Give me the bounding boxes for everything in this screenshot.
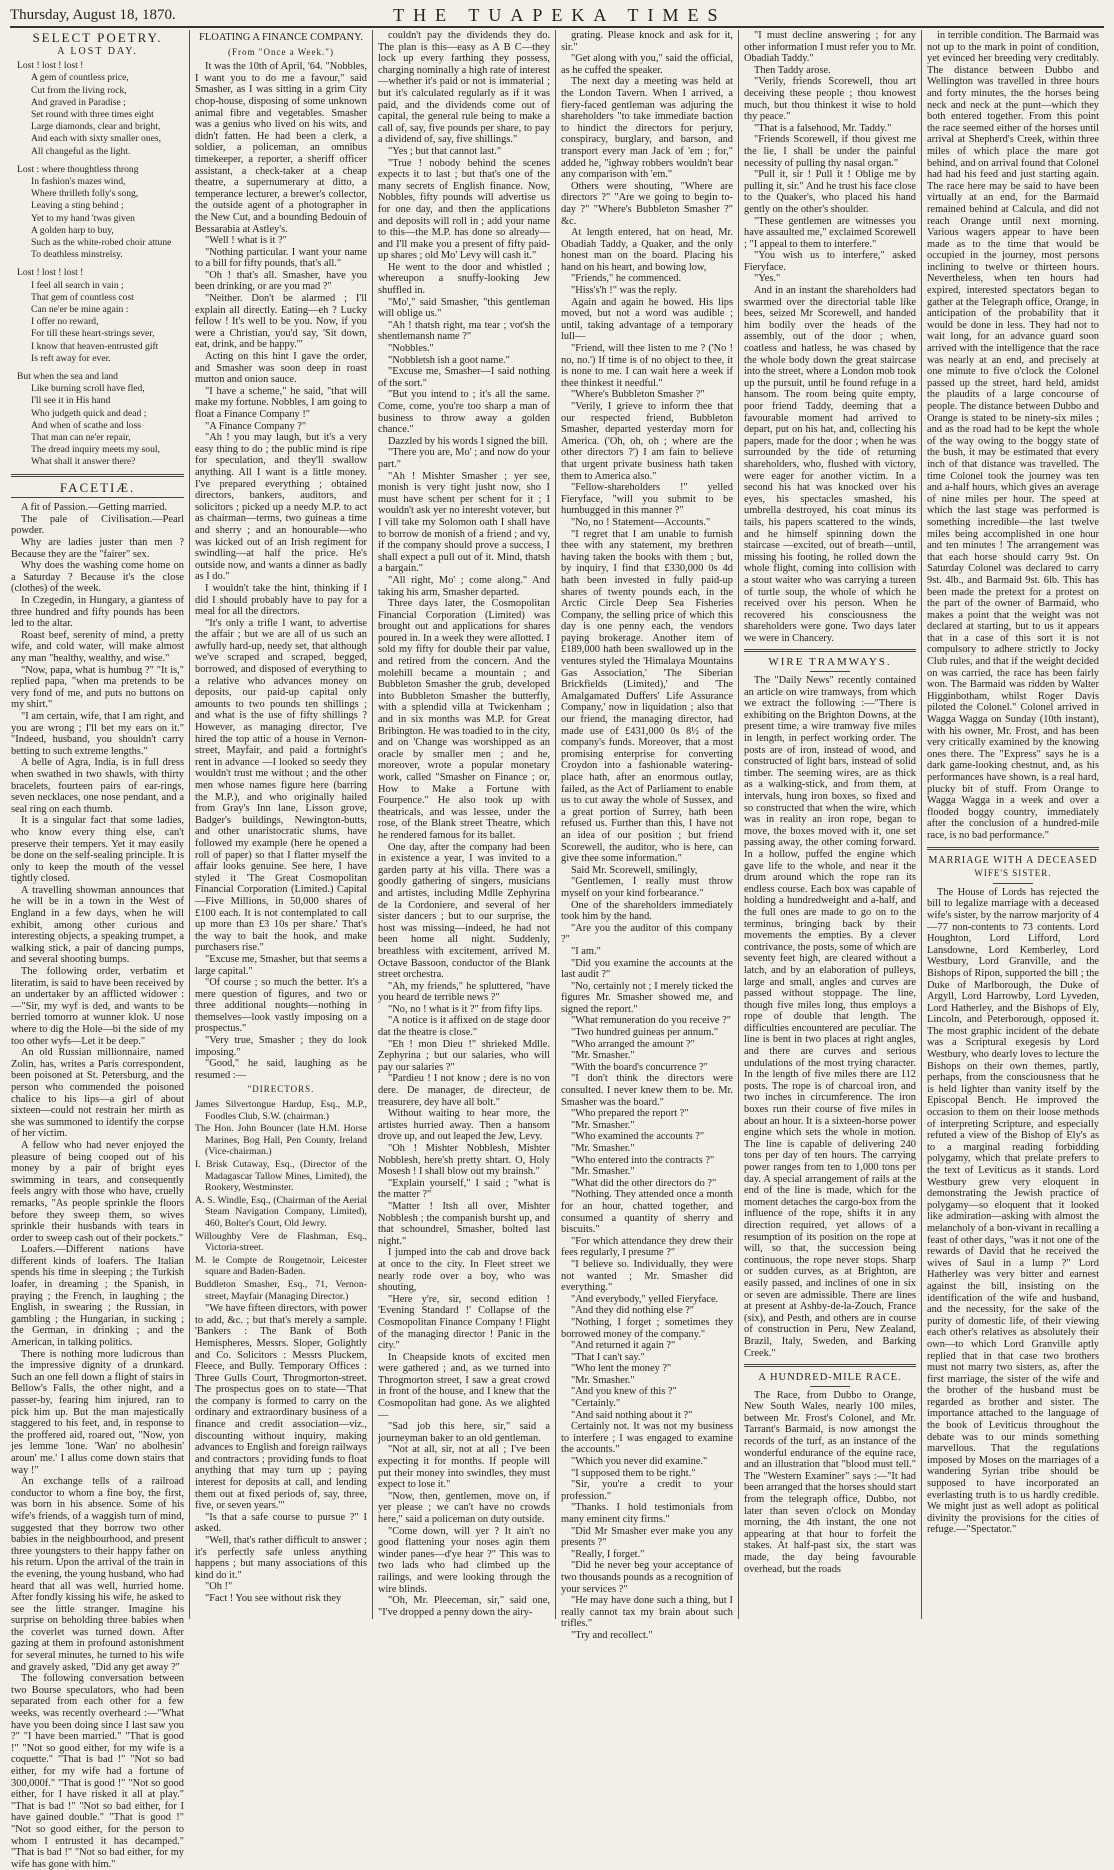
column-5 <box>738 30 921 1619</box>
paragraph: "I am." <box>571 945 601 957</box>
paragraph: "Mr. Smasher." <box>571 1374 635 1386</box>
paragraph: "Here y're, sir, second edition ! 'Evening Standard !' Collapse of the Cosmopolitan Finance Company ! Flight of the managing director ! Panic in the city." <box>378 1293 550 1352</box>
paragraph: "Nobbles." <box>388 343 434 355</box>
poem-title: A LOST DAY. <box>57 45 138 57</box>
divider <box>11 497 184 498</box>
paragraph: Why are ladies juster than men ? Because they are the "fairer" sex. <box>11 537 184 560</box>
paragraph: "No, no ! what is it ?" from fifty lips. <box>388 1003 543 1015</box>
paragraph: Acting on this hint I gave the order, and Smasher was soon deep in roast mutton and onion sauce. <box>195 351 367 386</box>
paragraph: Certainly not. It was not my business to interfere ; I was engaged to examine the accounts." <box>561 1421 733 1456</box>
paragraph: "Really, I forget." <box>571 1548 645 1560</box>
poem-line: Such as the white-robed choir attune <box>31 237 172 249</box>
paragraph: "Yes ; but that cannot last." <box>388 145 502 157</box>
paragraph: "I must decline answering ; for any other information I must refer you to Mr. Obadiah Taddy." <box>744 30 916 65</box>
paragraph: "We have fifteen directors, with power to add, &c. ; but that's merely a sample. 'Bankers : The Bank of Both Hemispheres, Messrs. Sloper, Golightly and Co. Solicitors : Messrs Pluckem, Fleece, and Bully. Temporary Offices : Three Gulls Court, Throgmorton-street. The prospectus goes on to state—'That the company is formed to carry on the ordinary and extraordinary business of a finance and credit association—viz., discounting without inquiry, making advances to English and foreign railways and contractors ; providing funds to float anything that may turn up ; paying interest for deposits at call, and lending them out at fixed periods of, say, three, five, or seven years.'" <box>195 1303 367 1512</box>
director-entry: Willoughby Vere de Flashman, Esq., Victoria-street. <box>195 1230 367 1254</box>
column-2 <box>189 30 372 1619</box>
column-1 <box>6 30 189 1870</box>
poem-line: To deathless minstrelsy. <box>31 249 123 261</box>
divider <box>927 847 1099 850</box>
paragraph: A belle of Agra, India, is in full dress when swathed in two shawls, with thirty bracelets, fourteen pairs of ear-rings, seven necklaces, one nose pendant, and a seal ring on each thumb. <box>11 757 184 815</box>
paragraph: "True ! nobody behind the scenes expects it to last ; but that's one of the many secrets of English finance. Now, Nobbles, fifty pounds will advertise us for one day, and then the applications and deposits will roll in ; add your name to this—the M.P. has done so already—and I'll make you a present of fifty paid-up shares ; old Mo' Levy will cash it." <box>378 157 550 262</box>
poem <box>17 60 184 469</box>
paragraph: "With the board's concurrence ?" <box>571 1061 708 1073</box>
paragraph: "You wish us to interfere," asked Fieryface. <box>744 250 916 273</box>
poem-line: And graved in Paradise ; <box>31 96 126 108</box>
paragraph: "Thanks. I hold testimonials from many eminent city firms." <box>561 1502 733 1525</box>
paragraph: "And everybody," yelled Fieryface. <box>571 1293 719 1305</box>
divider <box>744 649 916 652</box>
poem-line: Where thrilleth folly's song, <box>31 188 139 200</box>
paragraph: "And returned it again ?" <box>571 1340 676 1352</box>
paragraph: The following order, verbatim et literatim, is said to have been received by an undertaker by an afflicted widower :—"Sir, my wyf is ded, and wants to be berried tomorro at wunner klok. U nose where to dig the Hole—bi the side of my too other wyfs—Let it be deep." <box>11 966 184 1047</box>
wire-tramways-body <box>744 675 916 1359</box>
paragraph: "Verily, friends Scorewell, thou art deceiving these people ; thou knowest much, but thou thinkest it wise to hold thy peace." <box>744 76 916 123</box>
paragraph: "There you are, Mo' ; and now do your part." <box>378 447 550 470</box>
poem-line: Lost ! lost ! lost ! <box>17 60 84 72</box>
paragraph: "Nothing, I forget ; sometimes they borrowed money of the company." <box>561 1316 733 1340</box>
paragraph: "These gentlemen are witnesses you have assaulted me," exclaimed Scorewell ; "I appeal to them to interfere." <box>744 215 916 250</box>
paragraph: "I believe so. Individually, they were not wanted ; Mr. Smasher did everything." <box>561 1258 733 1294</box>
paragraph: "Now, then, gentlemen, move on, if yer please ; we can't have no crowds here," said a policeman on duty outside. <box>378 1490 550 1525</box>
paragraph: "I supposed them to be right." <box>571 1467 696 1479</box>
paragraph: "Mo'," said Smasher, "this gentleman will oblige us." <box>378 296 550 320</box>
paragraph: "And said nothing about it ?" <box>571 1409 693 1421</box>
paragraph: "Did you examine the accounts at the last audit ?" <box>561 957 733 981</box>
paragraph: "Matter ! Itsh all over, Mishter Nobblesh ; the companish bursht up, and that schoundrel, Smasher, bolted last night." <box>378 1200 550 1247</box>
paragraph: He went to the door and whistled ; whereupon a snuffy-looking Jew shuffled in. <box>378 261 550 297</box>
paragraph: "Friends," he commenced. <box>571 273 682 285</box>
divider <box>810 1386 850 1387</box>
paragraph: "Mr. Smasher." <box>571 1143 635 1154</box>
paragraph: "Nobbletsh ish a goot name." <box>388 354 510 366</box>
paragraph: "Did he never beg your acceptance of two thousands pounds as a recognition of your services ?" <box>561 1560 733 1595</box>
article-body <box>195 61 367 1081</box>
paragraph: "Come down, will yer ? It ain't no good flattening your noses agin them winder panes—d'ye hear ?" This was to two lads who had climbed up the railings, and were looking through the wire blinds. <box>378 1525 550 1595</box>
paragraph: The following conversation between two Bourse speculators, who had been separated from each other for a few weeks, was recently overheard :—"What have you been doing since I last saw you ?" "I have been married." "That is good !" "Not so good either, for my wife is a coquette." "That is bad !" "Not so bad either, for my wife had a fortune of 300,000f." "That is good !" "Not so good either, for I have risked it all at play." "That is bad !" "Not so bad either, for I have gained double." "That is good !" "Not so good either, for the person to whom I entrusted it has decamped." "That is bad !" "Not so bad either, for my wife has gone with him." <box>11 1673 184 1870</box>
poem-line: Large diamonds, clear and bright, <box>31 121 161 133</box>
paragraph: "A notice is it affixed on de stage door dat the theatre is close." <box>378 1015 550 1039</box>
article-body-column-4 <box>561 30 733 1642</box>
paragraph: "Two hundred guineas per annum." <box>571 1027 719 1039</box>
masthead <box>10 4 1104 28</box>
paragraph: There is nothing more ludicrous than the impressive dignity of a drunkard. Such an one fell down a flight of stairs in Bellow's Falls, the other night, and a passer-by, fearing him injured, ran to pick him up. But the man majestically staggered to his feet, and, in response to the proffered aid, roared out, "Now, yon jes lemme 'lone. 'Wan' no abolhesin' aroun' me.' I allus come down stairs that way !" <box>11 1348 184 1476</box>
paragraph: "Nothing particular. I want your name to a bill for fifty pounds, that's all." <box>195 246 367 270</box>
paragraph: "Fact ! You see without risk they <box>205 1592 342 1604</box>
poem-line: That gem of countless cost <box>31 291 134 303</box>
paragraph: "Explain yourself," I said ; "what is the matter ?" <box>378 1177 550 1201</box>
article-body-column-5 <box>744 30 916 644</box>
paragraph: "Oh ! that's all. Smasher, have you been drinking, or are you mad ?" <box>195 269 367 293</box>
paragraph: "Well, that's rather difficult to answer ; it's perfectly safe unless anything happens ; but many associations of this kind do it." <box>195 1535 367 1581</box>
divider <box>993 883 1033 884</box>
poem-line: I offer no reward, <box>31 316 99 328</box>
paragraph: "Get along with you," said the official, as he cuffed the speaker. <box>561 53 733 76</box>
paragraph: "Ah, my friends," he spluttered, "have you heard de terrible news ?" <box>378 980 550 1004</box>
column-6 <box>921 30 1104 1619</box>
paragraph: "Ah ! you may laugh, but it's a very easy thing to do ; the public mind is ripe for speculation, and they'll swallow anything. All I want is a little money. I've prepared everything ; obtained directors, bankers, auditors, and solicitors ; picked up a needy M.P. to act as chairman—terms, two guineas a time and sherry ; and an honourable—who was kicked out of an Irish regiment for swindling—at half the price. He's outside now, and wants a dinner as badly as I do." <box>195 432 367 583</box>
paragraph: And in an instant the shareholders had swarmed over the directorial table like bees, seized Mr Scorewell, and handed him bodily over the heads of the assembly, out of the door ; when, coatless and hatless, he was chased by the whole body down the great staircase into the street, where a London mob took up the pursuit, until he found refuge in a hansom. The room being quite empty, poor friend Taddy, deeming that a favourable moment had arrived to depart, put on his hat, and, collecting his papers, made for the door ; when he was surrounded by the tide of returning shareholders, who, flushed with victory, were eager for another victim. In a second his hat was knocked over his eyes, his spectacles smashed, his umbrella destroyed, his coat minus its tails, his papers scattered to the winds, and he himself spinning down the staircase —excited, out of breath—until, missing his footing, he rolled down the whole flight, coming into collision with a stout waiter who was carrying a tureen of turtle soup, the whole of which he received over his person. When he recovered his consciousness the shareholders were gone. Two days later we were in Chancery. <box>744 285 916 644</box>
paragraph: "I have a scheme," he said, "that will make my fortune. Nobbles, I am going to float a Finance Company !" <box>195 385 367 420</box>
paragraph: "Certainly." <box>571 1398 621 1410</box>
marriage-heading: MARRIAGE WITH A DECEASED <box>928 854 1098 866</box>
divider <box>11 474 184 477</box>
poem-line: All changeful as the light. <box>31 145 131 157</box>
poem-line: Who judgeth quick and dead ; <box>31 407 147 419</box>
paragraph: "And you knew of this ?" <box>571 1386 677 1398</box>
paragraph: "Which you never did examine." <box>571 1456 708 1468</box>
director-entry: I. Brisk Cutaway, Esq., (Director of the Madagascar Tallow Mines, Limited), the Rookery, Westminster. <box>195 1159 367 1194</box>
paragraph: "Are you the auditor of this company ?" <box>561 922 733 946</box>
paragraph: Said Mr. Scorewell, smilingly, <box>571 864 698 876</box>
director-entry: James Silvertongue Hardup, Esq., M.P., Foodles Club, S.W. (chairman.) <box>195 1099 367 1122</box>
divider <box>810 671 850 672</box>
poem-line: For till these heart-strings sever, <box>31 328 155 340</box>
paragraph: A fit of Passion.—Getting married. <box>21 502 168 514</box>
paragraph: In Czegedin, in Hungary, a giantess of three hundred and fifty pounds has been led to the altar. <box>11 595 184 630</box>
marriage-subheading: WIFE'S SISTER. <box>974 868 1052 879</box>
paragraph: Dazzled by his words I signed the bill. <box>388 435 548 447</box>
poem-line: And when of scathe and loss <box>31 419 142 431</box>
director-entry: Buddleton Smasher, Esq., 71, Vernon-street, Mayfair (Managing Director.) <box>195 1278 367 1302</box>
divider <box>744 1364 916 1367</box>
paragraph: Roast beef, serenity of mind, a pretty wife, and cold water, will make almost any man "healthy, wealthy, and wise." <box>11 629 184 664</box>
poem-line: Can ne'er be mine again : <box>31 304 129 316</box>
paragraph: "No, certainly not ; I merely ticked the figures Mr. Smasher showed me, and signed the report." <box>561 980 733 1015</box>
paragraph: A travelling showman announces that he will be in a town in the West of England in a few days, when he will exhibit, among other curious and interesting objects, a speaking trumpet, a walking stick, a pair of dancing pumps, and several shooting bumps. <box>11 884 184 966</box>
paragraph: An old Russian millionnaire, named Zolin, has, writes a Paris correspondent, been poisoned at St. Petersburg, and the person who commended the poisoned chalice to his lips—a girl of about sixteen—could not restrain her mirth as she was summoned to identify the corpse of her victim. <box>11 1047 184 1140</box>
paragraph: "Sir, you're a credit to your profession." <box>561 1479 733 1502</box>
paragraph: "I regret that I am unable to furnish thee with any statement, my brethren having taken the books with them ; but, by inquiry, I find that £330,000 0s 4d hath been invested in fully paid-up shares of twenty pounds each, in the Arctic Circle Deep Sea Fisheries Company, the selling price of which this day is one penny each, the vendors paying brokerage. Another item of £189,000 hath been swallowed up in the ventures styled the 'Himalaya Mountains Gas Association,' 'The Siberian Brickfields (Limited),' and 'The Amalgamated Duffers' Life Assurance Company,' now in liquidation ; also that our friend, the managing director, had made use of £431,000 0s 8½ of the company's funds. Moreover, that a most promising enterprise for converting Croydon into a fashionable watering-place hath, after an enormous outlay, failed, as the Act of Parliament to enable us to cut away the whole of Sussex, and a great portion of Surrey, hath been refused us. Further than this, I have not an idea of our position ; but friend Scorewell, the auditor, who is here, can give thee some information." <box>561 528 733 865</box>
poem-line: Lost : where thoughtless throng <box>17 163 139 175</box>
paragraph: "Mr. Smasher." <box>571 1166 635 1178</box>
paragraph: "Ah ! Mishter Smasher ; yer see, monish is very tight jusht now, sho I must have schent per schent for it ; I wouldn't ask yer no interesht votever, but I vill take my Solomon oath I shall have to borrow de monish of a friend ; and vy, if the company should prove a success, I shall expect a pull out of it. Mind, thatsh a bargain." <box>378 470 550 575</box>
column-3 <box>372 30 555 1619</box>
hundred-mile-race-heading: A HUNDRED-MILE RACE. <box>758 1372 902 1384</box>
poem-line: That man can ne'er repair, <box>31 432 131 444</box>
column-4 <box>555 30 738 1641</box>
paragraph: "Verily, I grieve to inform thee that our respected friend, Bubbleton Smasher, departed yesterday morn for America. ('Oh, oh, oh ; where are the other directors ?') I am fain to believe that urgent private business hath taken them to America also." <box>561 401 733 482</box>
paragraph: "Is that a safe course to pursue ?" I asked. <box>195 1511 367 1535</box>
paragraph: "Of course ; so much the better. It's a mere question of figures, and two or three additional noughts—nothing in themselves—look vastly imposing on a prospectus." <box>195 977 367 1035</box>
paragraph: "That I can't say." <box>571 1351 645 1363</box>
paragraph: "Neither. Don't be alarmed ; I'll explain all directly. Eating—eh ? Lucky fellow ! It's well to be you. Now, if you were a Christian, you'd say, 'Sit down, eat, drink, and be happy.'" <box>195 293 367 351</box>
paragraph: Without waiting to hear more, the artistes hurried away. Then a hansom drove up, and out leaped the Jew, Levy. <box>378 1108 550 1143</box>
paragraph: An exchange tells of a railroad conductor to whom a fine boy, the first, was born in his absence. Some of his wife's friends, of a waggish turn of mind, suggested that they borrow two other babies in the neighbourhood, and present three youngsters to their happy father on his return. Upon the arrival of the train in the evening, the young husband, who had heard that all was well, hurried home. After fondly kissing his wife, he asked to see the little stranger. Imagine his surprise on beholding three babies when the coverlet was turned down. After gazing at them in profound astonishment for several minutes, he turned to his wife and gravely asked, "Did any get away ?" <box>11 1476 184 1673</box>
paragraph: "Very true, Smasher ; they do look imposing." <box>195 1035 367 1058</box>
paragraph: The House of Lords has rejected the bill to legalize marriage with a deceased wife's sister, by the narrow marjority of 4—77 non-contents to 73 contents. Lord Houghton, Lord Lifford, Lord Lansdowne, Lord Kemberley, Lord Westbury, Lord Granville, and the Bishops of Ripon, supported the bill ; the Duke of Marlborough, the Duke of Argyll, Lord Harrowby, Lord Lyveden, Lord Hatherley, and the Bishops of Ely, Lincoln, and Peterborough, opposed it. The most graphic incident of the debate was a Scriptural exegesis by Lord Westbury, who dearly loves to lecture the Bishops on their own themes, partly, perhaps, from the consciousness that he is held lighter than vanity itself by the Episcopal Bench. He improved the occasion to them on their loose methods of interpreting Scripture, and especially refuted a view of the Bishop of Ely's as to a marginal reading forbidding polygamy, which that prelate prefers to the text of Leviticus as it stands. Lord Westbury grew very eloquent in demonstrating the Jewish practice of polygamy—so eloquent that it looked like admiration—asking with almost the melancholy of a bon-vivant in recalling a feast of other days, "was it not one of the rewards of David that he received the wives of Saul in a lump ?" Lord Hatherley was very bitter and earnest against the bill, insisting on the identification of the wife and husband, and the necessity, for the sake of the purity of domestic life, of their viewing each other's relatives as absolutely their own—to which Lord Granville aptly replied that in that case two brothers must not marry two sisters, as, after the first marriage, the sister of the wife and the brother of the husband must be regarded as brother and sister. The importance attached to the language of the book of Leviticus throughout the debate was to our minds something marvellous. That the regulations imposed by Moses on the marriages of a wandering Syrian tribe should be supposed to have incorporated an everlasting truth is to us hardly credible. We might just as well adopt as political divinity the provisions for the cities of refuge.—"Spectator." <box>927 886 1099 1536</box>
paragraph: "Nothing. They attended once a month for an hour, chatted together, and consumed a quantity of sherry and biscuits." <box>561 1189 733 1236</box>
paragraph: "Fellow-shareholders !" yelled Fieryface, "will you submit to be humbugged in this manner ?" <box>561 482 733 517</box>
paragraph: A fellow who had never enjoyed the pleasure of being cooped out of his money by a pair of bright eyes swimming in tears, and consequently feels angry with those who have, cruelly remarks, "As people sprinkle the floors before they sweep them, so wives sprinkle their husbands with tears in order to sweep cash out of their pockets." <box>11 1139 184 1244</box>
wire-tramways-heading: WIRE TRAMWAYS. <box>768 656 892 669</box>
paragraph: "A Finance Company ?" <box>205 420 307 432</box>
poem-line: And each with sixty smaller ones, <box>31 133 162 145</box>
paragraph: "Excuse me, Smasher—I said nothing of the sort." <box>378 366 550 389</box>
paragraph: "Well ! what is it ?" <box>205 235 287 247</box>
paragraph: I wouldn't take the hint, thinking if I did I should probably have to pay for a meal for all the directors. <box>195 582 367 618</box>
paragraph: The Race, from Dubbo to Orange, New South Wales, nearly 100 miles, between Mr. Frost's Colonel, and Mr. Tarrant's Barmaid, is now amongst the records of the turf, as an instance of the wonderful endurance of the equine race, and an illustration that "blood must tell." The "Western Examiner" says :—"It had been arranged that the horses should start from the telegraph office, Dubbo, not later than seven o'clock on Monday morning, the 4th instant, the one not appearing at that hour to forfeit the stakes. At half-past six, the start was made, the day being favourable overhead, but the roads <box>744 1389 916 1575</box>
paragraph: "Who entered into the contracts ?" <box>571 1154 715 1166</box>
paragraph: The pale of Civilisation.—Pearl powder. <box>11 513 184 537</box>
paragraph: "I am certain, wife, that I am right, and you are wrong ; I'll bet my ears on it." "Indeed, husband, you shouldn't carry betting to such extreme lengths." <box>11 710 184 757</box>
paragraph: "No, no ! Statement—Accounts." <box>571 516 711 528</box>
paragraph: "Gentlemen, I really must throw myself on your kind forbearance." <box>561 876 733 899</box>
paragraph: "He may have done such a thing, but I really cannot tax my brain about such trifles." <box>561 1595 733 1630</box>
paragraph: "Excuse me, Smasher, but that seems a large capital." <box>195 953 367 977</box>
poem-line: Set round with three times eight <box>31 109 154 120</box>
poem-line: The dread inquiry meets my soul, <box>31 444 160 456</box>
directors-heading: "DIRECTORS. <box>247 1084 315 1095</box>
paragraph: "Ah ! thatsh right, ma tear ; vot'sh the shentlemansh name ?" <box>378 319 550 343</box>
poem-line: I know that heaven-entrusted gift <box>31 340 159 352</box>
race-body <box>744 1390 916 1576</box>
columns <box>6 30 1108 1870</box>
paragraph: "Friends Scorewell, if thou givest me the lie, I shall be under the painful necessity of pulling thy nasal organ." <box>744 134 916 169</box>
newspaper-title: THE TUAPEKA TIMES <box>393 4 727 25</box>
poem-line: Like burning scroll have fled, <box>31 383 145 395</box>
paragraph: "I don't think the directors were consulted. I never knew them to be. Mr. Smasher was the board." <box>561 1073 733 1108</box>
paragraph: "That is a falsehood, Mr. Taddy." <box>754 122 892 134</box>
poem-line: What shall it answer there? <box>31 456 136 468</box>
issue-date: Thursday, August 18, 1870. <box>10 6 176 23</box>
paragraph: "Who prepared the report ?" <box>571 1108 689 1120</box>
poem-line: Yet to my hand 'twas given <box>31 212 135 224</box>
poem-line: But when the sea and land <box>17 371 118 383</box>
paragraph: It was the 10th of April, '64. "Nobbles, I want you to do me a favour," said Smasher, as I was sitting in a grim City chop-house, disposing of some unknown animal fibre and vegetables. Smasher was a genius who lived on his wits, and didn't fatten. He had been a clerk, a soldier, a policeman, an omnibus timekeeper, a reporter, a sheriff officer assistant, a check-taker at a cheap theatre, a supernumerary at ditto, a temperance lecturer, a brewer's collector, the outside agent of a photographer in the New Cut, and a bounding Bedouin of Bessarabia at Astley's. <box>195 61 367 235</box>
paragraph: in terrible condition. The Barmaid was not up to the mark in point of condition, yet evinced her breeding very creditably. The distance between Dubbo and Wellington was travelled in three hours and forty minutes, the the horses being neck and neck at the punt—which they both entered together. From this point the race seemed either of the horses until arrival at Shepherd's Creek, within three miles of which place the mare got behind, and on arrival found that Colonel had had his feed and just starting again. The race here may be said to have been virtually at an end, for the Barmaid remained behind at Calcula, and did not reach Orange until next morning. Various wagers appear to have been made as to the time that would be occupied in the journey, most persons inclining to twelve or thirteen hours. Nevertheless, when ten hours had expired, interested spectators began to gather at the Telegraph office, Orange, in anticipation of the probability that it would be done in less. They had not to wait long, for an advance guard soon arrived with the intelligence that the race was nearly at an end, and precisely at one minute to five o'clock the Colonel passed up the street, hard held, amidst the plaudits of a large concourse of people. The distance between Dubbo and Orange is stated to be ninety-six miles ; and as the road had to be kept the whole of the way owing to the boggy state of the bush, it may be estimated that every inch of that distance was travelled. The time Colonel took the journey was ten and a-half hours, which gives an average of nine miles per hour. The speed at which the last stage was performed is something incredible—the last twelve miles being accomplished in one hour and ten minutes ! The arrangement was that each horse should carry 9st. On Saturday Colonel was declared to carry 9st. 4lb., and Barmaid 9st. 6lb. This has been made the pretext for a protest on the part of the owner of Barmaid, who makes a point that the weight was not declared at starting, but to us it appears that in a case of this sort it is not compulsory to adhere strictly to Jocky Club rules, and that if the weight decided on was carried, the race has been fairly won. The Barmaid was ridden by Walter Higginbotham, whilst Roger Davis piloted the Colonel." Colonel arrived in Wagga Wagga on Sunday (10th instant), with his owner, Mr. Frost, and has been very critically examined by the knowing ones there. The "Express" says he is a dark game-looking chestnut, and, as his performances have shown, is a real hard, plucky bit of stuff. From Orange to Wagga Wagga in a week and over a flooded boggy country, immediately after the conclusion of a hundred-mile race, is no bad performance." <box>927 30 1099 841</box>
paragraph: "Pardieu ! I not know ; dere is no von dere. De manager, de directeur, de treasurere, dey have all bolt." <box>378 1073 550 1108</box>
poem-line: I'll see it in His hand <box>31 395 111 407</box>
paragraph: "But you intend to ; it's all the same. Come, come, you're too sharp a man of business to throw away a golden chance." <box>378 389 550 436</box>
paragraph: couldn't pay the dividends they do. The plan is this—easy as A B C—they lock up every farthing they possess, charging nominally a high rate of interest—whether it's paid or not is immaterial ; but it's calculated regularly as if it was paid, and the dividends come out of capital, the general rule being to make a call of, say, five pounds per share, to pay a dividend of, say, five shillings." <box>378 30 550 146</box>
paragraph: "Who lent the money ?" <box>571 1363 672 1375</box>
paragraph: "And they did nothing else ?" <box>571 1305 695 1317</box>
paragraph: Loafers.—Different nations have different kinds of loafers. The Italian spends his time in sleeping ; the Turkish loafer, in dreaming ; the Spanish, in praying ; the French, in laughing ; the English, in swearing ; the Russian, in gambling ; the Hungarian, in sucking ; the German, in drinking ; and the American, in talking politics. <box>11 1244 184 1349</box>
article-body-continued <box>195 1303 367 1604</box>
paragraph: "Friend, will thee listen to me ? ('No ! no, no.') If time is of no object to thee, it is none to me. I can wait here a week if thee thinkest it needful." <box>561 343 733 389</box>
poem-line: I feel all search in vain ; <box>31 279 124 291</box>
paragraph: Three days later, the Cosmopolitan Financial Corporation (Limited) was brought out and applications for shares poured in. In a week they were allotted. I sold my fifty for double their par value, and retired from the concern. And the molehill became a mountain ; and Bubbleton Smasher the grub, developed into Bubbleton Smasher the butterfly, with a splendid villa at Twickenham ; and in six months was M.P. for Great Bribington. He was toadied to in the city, and on 'Change was worshipped as an oracle by smaller men ; and he, moreover, wrote a popular monetary work, called "Smasher on Finance ; or, How to Make a Fortune with Fourpence." He also took up with theatricals, and was lessee, under the rose, of the Blank street Theatre, which he rendered famous for its ballet. <box>378 598 550 841</box>
poem-line: Lost ! lost ! lost ! <box>17 267 84 279</box>
paragraph: "Mr. Smasher." <box>571 1050 635 1062</box>
paragraph: Again and again he bowed. His lips moved, but not a word was audible ; until, taking advantage of a temporary lull— <box>561 296 733 343</box>
poem-line: Leaving a sting behind ; <box>31 200 124 212</box>
paragraph: The next day a meeting was held at the London Tavern. When I arrived, a fiery-faced gentleman was adjuring the shareholders "to take immediate baction to hindict the directors for perjury, conspiracy, burglary, and barson, and transport every man Jack of 'em ; for," added he, "ighway robbers wouldn't bear any comparison with 'em." <box>561 76 733 181</box>
paragraph: The "Daily News" recently contained an article on wire tramways, from which we extract the following :—"There is exhibiting on the Brighton Downs, at the present time, a wire tramway five miles in length, in perfect working order. The posts are of iron, instead of wood, and constructed of light bars, instead of solid timber. The seeming wires, are as thick as a walking-stick, and from them, at intervals, hung iron boxes, so fixed and so constructed that when the wire, which was in reality an iron rope, began to move, the boxes moved with it, one set passing away, the other coming forward. In a hollow, puffed the engine which gave life to the whole, and near it the drum around which the rope ran its endless course. Each box was capable of holding a hundredweight and a-half, and the full ones are made to go on to the terminus, bringing back by their movements the empties. By a clever contrivance, the posts, some of which are seventy feet high, are cleared without a latch, and by an elaboration of pulleys, large and small, angles and curves are passed without stoppage. The line, though five miles long, thus employs a rope of double that length. The difficulties encountered are peculiar. The line is bent in two places at right angles, and there are curves and serious undulations of the most trying character. In the length of five miles there are 112 posts. The rope is of charcoal iron, and two inches in circumference. The iron boxes run their course of five miles in about an hour. It is a sixteen-horse power engine which sets the whole in motion. The line is capable of delivering 240 tons per day of ten hours. The carrying power ranges from ten to 1,000 tons per day. A special arrangement of rails at the end of the line is made, which for the moment detaches the cargo-box from the influence of the rope, shifts it in any direction required, yet allows of a resumption of its position on the rope at will, so that, the succession being continuous, the rope never stops. Sharp or sudden curves, as at Brighton, are easily passed, and inclines of one in six or seven are admissible. There are lines at present at Ashby-de-la-Zouch, France (six), and Pesth, and others are in course of construction in Peru, New Zealand, Brazil, Italy, Sweden, and Barking Creek." <box>744 675 916 1359</box>
paragraph: "Eh ! mon Dieu !" shrieked Mdlle. Zephyrina ; but our salaries, who will pay our salaries ?" <box>378 1038 550 1073</box>
poem-line: A gem of countless price, <box>31 72 129 84</box>
paragraph: "Yes." <box>754 273 781 285</box>
paragraph: "Oh ! Mishter Nobblesh, Mishter Nobblesh, here'sh pretty shtart. O, Holy Mosesh ! I shall blow out my brainsh." <box>378 1143 550 1178</box>
poem-line: A golden harp to buy, <box>31 224 114 236</box>
paragraph: It is a singular fact that some ladies, who know every thing else, can't preserve their tempers. Yet it may easily be done on the self-sealing principle. It is only to keep the mouth of the vessel tightly closed. <box>11 815 184 885</box>
paragraph: One day, after the company had been in existence a year, I was invited to a garden party at his villa. There was a goodly gathering of singers, musicians and artistes, including Mdlle Zephyrina de la Cordoniere, and several of her sister dancers ; but to our surprise, the host was missing—indeed, he had not been home all night. Suddenly, breathless with excitement, arrived M. Octave Bassoon, conductor of the Blank street orchestra. <box>378 841 550 981</box>
poem-line: Cut from the living rock, <box>31 84 127 96</box>
poem-line: In fashion's mazes wind, <box>31 176 126 188</box>
article-body-column-3 <box>378 30 550 1618</box>
paragraph: "Who examined the accounts ?" <box>571 1131 705 1143</box>
paragraph: "For which attendance they drew their fees regularly, I presume ?" <box>561 1235 733 1259</box>
paragraph: "Pull it, sir ! Pull it ! Oblige me by pulling it, sir." And he trust his face close to the Quaker's, who placed his hand gently on the other's shoulder. <box>744 169 916 215</box>
paragraph: "All right, Mo' ; come along." And taking his arm, Smasher departed. <box>378 574 550 598</box>
paragraph: "What did the other directors do ?" <box>571 1177 717 1189</box>
director-entry: M. le Compte de Rougetnoir, Leicester square and Baden-Baden. <box>195 1254 367 1278</box>
paragraph: "Mr. Smasher." <box>571 1119 635 1131</box>
paragraph: "Now, papa, what is humbug ?" "It is," replied papa, "when ma pretends to be very fond of me, and puts no buttons on my shirt." <box>11 664 184 711</box>
paragraph: "What remuneration do you receive ?" <box>571 1015 731 1027</box>
paragraph: "Oh !" <box>205 1581 233 1593</box>
facetiae-heading: FACETIÆ. <box>59 479 136 495</box>
paragraph: Then Taddy arose. <box>754 64 831 76</box>
paragraph: "Hiss's'h !" was the reply. <box>571 285 677 297</box>
paragraph: I jumped into the cab and drove back at once to the city. In Fleet street we nearly rode over a boy, who was shouting, <box>378 1247 550 1294</box>
paragraph: grating. Please knock and ask for it, sir." <box>561 30 733 53</box>
race-body-continued <box>927 30 1099 842</box>
paragraph: In Cheapside knots of excited men were gathered ; and, as we turned into Throgmorton street, I saw a great crowd in front of the house, and I knew that the Cosmopolitan had gone. As we alighted— <box>378 1351 550 1421</box>
paragraph: One of the shareholders immediately took him by the hand. <box>561 899 733 923</box>
paragraph: "Who arranged the amount ?" <box>571 1038 695 1050</box>
marriage-body <box>927 887 1099 1536</box>
paragraph: "Try and recollect." <box>571 1629 653 1641</box>
select-poetry-heading: SELECT POETRY. <box>32 30 163 45</box>
facetiae-body <box>11 502 184 1870</box>
paragraph: "Did Mr Smasher ever make you any presents ?" <box>561 1525 733 1549</box>
paragraph: "Oh, Mr. Pleeceman, sir," said one, "I've dropped a penny down the airy- <box>378 1595 550 1618</box>
poem-line: Is reft away for ever. <box>31 352 111 364</box>
paragraph: "Not at all, sir, not at all ; I've been expecting it for months. If people will put their money into swindles, they must expect to lose it." <box>378 1444 550 1491</box>
paragraph: "Sad job this here, sir," said a journeyman baker to an old gentleman. <box>378 1421 550 1444</box>
director-entry: A. S. Windle, Esq., (Chairman of the Aerial Steam Navigation Company, Limited), 460, Bolter's Court, Old Jewry. <box>195 1194 367 1229</box>
paragraph: At length entered, hat on head, Mr. Obadiah Taddy, a Quaker, and the only honest man on the board. Placing his hand on his heart, and bowing low, <box>561 227 733 273</box>
paragraph: "Where's Bubbleton Smasher ?" <box>571 389 705 401</box>
article-title: FLOATING A FINANCE COMPANY. <box>199 32 363 43</box>
directors-list <box>195 1099 367 1302</box>
paragraph: Why does the washing come home on a Saturday ? Because it's the close (clothes) of the week. <box>11 560 184 595</box>
paragraph: "Good," he said, laughing as he resumed :— <box>195 1058 367 1081</box>
paragraph: "It's only a trifle I want, to advertise the affair ; but we are all of us such an awfully hard-up, needy set, that although we've scraped and scraped, begged, borrowed, and disposed of everything to a relative who advances money on deposits, our paid-up capital only amounts to two pounds ten shillings ; and what is the use of fifty shillings ? However, as managing director, I've hired the top attic of a house in Vernon-street, Mayfair, and paid a fortnight's rent in advance —I looked so seedy they wouldn't trust me without ; and the other men whose names figure here (barring the M.P.), and who originally hailed from Gray's Inn lane, Lisson grove, Badger's buildings, Newington-butts, and other unaristocratic slums, have followed my example (here he opened a roll of paper) so that I flatter myself the affair looks genuine. See here, I have styled it 'The Great Cosmopolitan Financial Corporation (Limited.) Capital—Five Millions, in 50,000 shares of £100 each. It is not contemplated to call up more than £3 10s per share.' That's the way to bait the hook, and make purchasers rise." <box>195 617 367 954</box>
article-source: (From "Once a Week.") <box>228 46 334 57</box>
director-entry: The Hon. John Bouncer (late H.M. Horse Marines, Bog Hall, Pen County, Ireland (Vice-chairman.) <box>195 1123 367 1158</box>
paragraph: Others were shouting, "Where are directors ?" "Are we going to begin to-day ?" "Where's Bubbleton Smasher ?" &c. <box>561 180 733 227</box>
